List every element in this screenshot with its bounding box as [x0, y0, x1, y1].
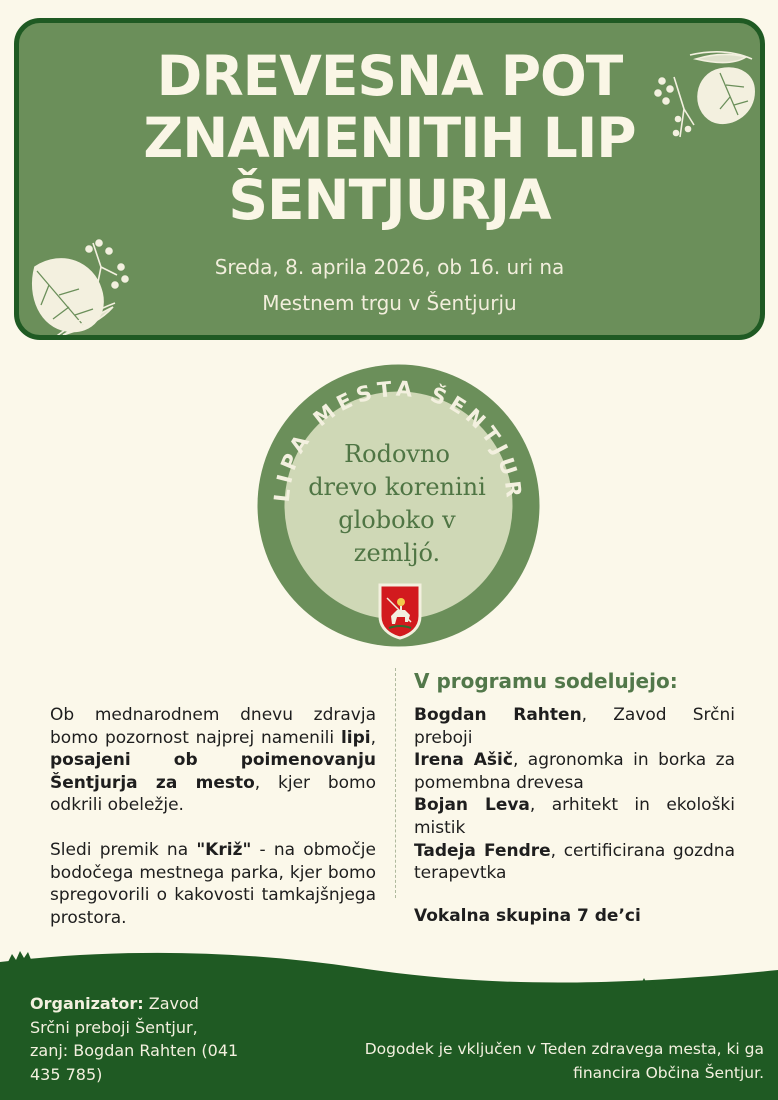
subtitle-line-1: Sreda, 8. aprila 2026, ob 16. uri na [214, 255, 565, 279]
event-title [19, 45, 760, 231]
text-run-bold: posajeni ob poimenovanju Šentjurja za mesto [50, 750, 376, 793]
funding-note: Dogodek je vključen v Teden zdravega mesta, ki ga financira Občina Šentjur. [364, 1040, 764, 1082]
organizer-label: Organizator: [30, 994, 144, 1013]
participant-role: , arhitekt in ekološki mistik [414, 795, 735, 838]
description-paragraph [50, 704, 376, 817]
text-run: , [370, 727, 376, 748]
participant-entry [414, 840, 735, 885]
motto-line: zemljó. [353, 539, 441, 567]
subtitle-line-2: Mestnem trgu v Šentjurju [262, 291, 517, 315]
emblem-arc-text: LIPA MESTA ŠENTJUR [269, 376, 527, 504]
column-divider [395, 668, 396, 898]
header-banner [14, 18, 765, 340]
text-run: Ob mednarodnem dnevu zdravja bomo pozornost najprej namenili [50, 705, 376, 748]
text-run: Sledi premik na [50, 839, 197, 860]
organizer-info [30, 992, 240, 1086]
motto-line: drevo korenini [308, 473, 486, 501]
text-run-bold: "Križ" [196, 839, 252, 860]
program-heading: V programu sodelujejo: [414, 669, 678, 693]
organizer-text: Zavod Srčni preboji Šentjur, zanj: Bogdan Rahten (041 435 785) [30, 994, 239, 1084]
title-line-1: DREVESNA POT [156, 44, 623, 108]
participant-name: Bogdan Rahten [414, 705, 582, 725]
motto-line: Rodovno [344, 440, 450, 468]
event-description [50, 704, 376, 951]
text-run: - na območje bodočega mestnega parka, kjer bomo spregovorili o kakovosti tamkajšnjega prostora. [50, 839, 376, 928]
title-line-2: ZNAMENITIH LIP [143, 106, 636, 170]
motto-line: globoko v [338, 506, 456, 534]
participant-name: Irena Ašič [414, 750, 513, 771]
participant-role: , certificirana gozdna terapevtka [414, 840, 735, 884]
participant-name: Bojan Leva [414, 795, 530, 816]
coat-of-arms-icon [377, 582, 423, 640]
emblem-motto [297, 438, 497, 570]
title-line-3: ŠENTJURJA [228, 168, 551, 232]
linden-leaf-icon [650, 29, 760, 154]
participant-name: Tadeja Fendre [414, 840, 551, 861]
vocal-group: Vokalna skupina 7 de’ci [414, 906, 641, 926]
description-paragraph [50, 839, 376, 929]
participant-role: , Zavod Srčni preboji [414, 705, 736, 748]
text-run-bold: lipi [340, 727, 371, 748]
participants-list [414, 704, 735, 885]
linden-leaf-icon [23, 227, 141, 340]
participant-entry [414, 749, 735, 794]
text-run: , kjer bomo odkrili obeležje. [50, 772, 376, 816]
participant-entry [414, 794, 735, 839]
participant-entry [414, 704, 735, 749]
participant-role: , agronomka in borka za pomembna drevesa [414, 750, 735, 793]
